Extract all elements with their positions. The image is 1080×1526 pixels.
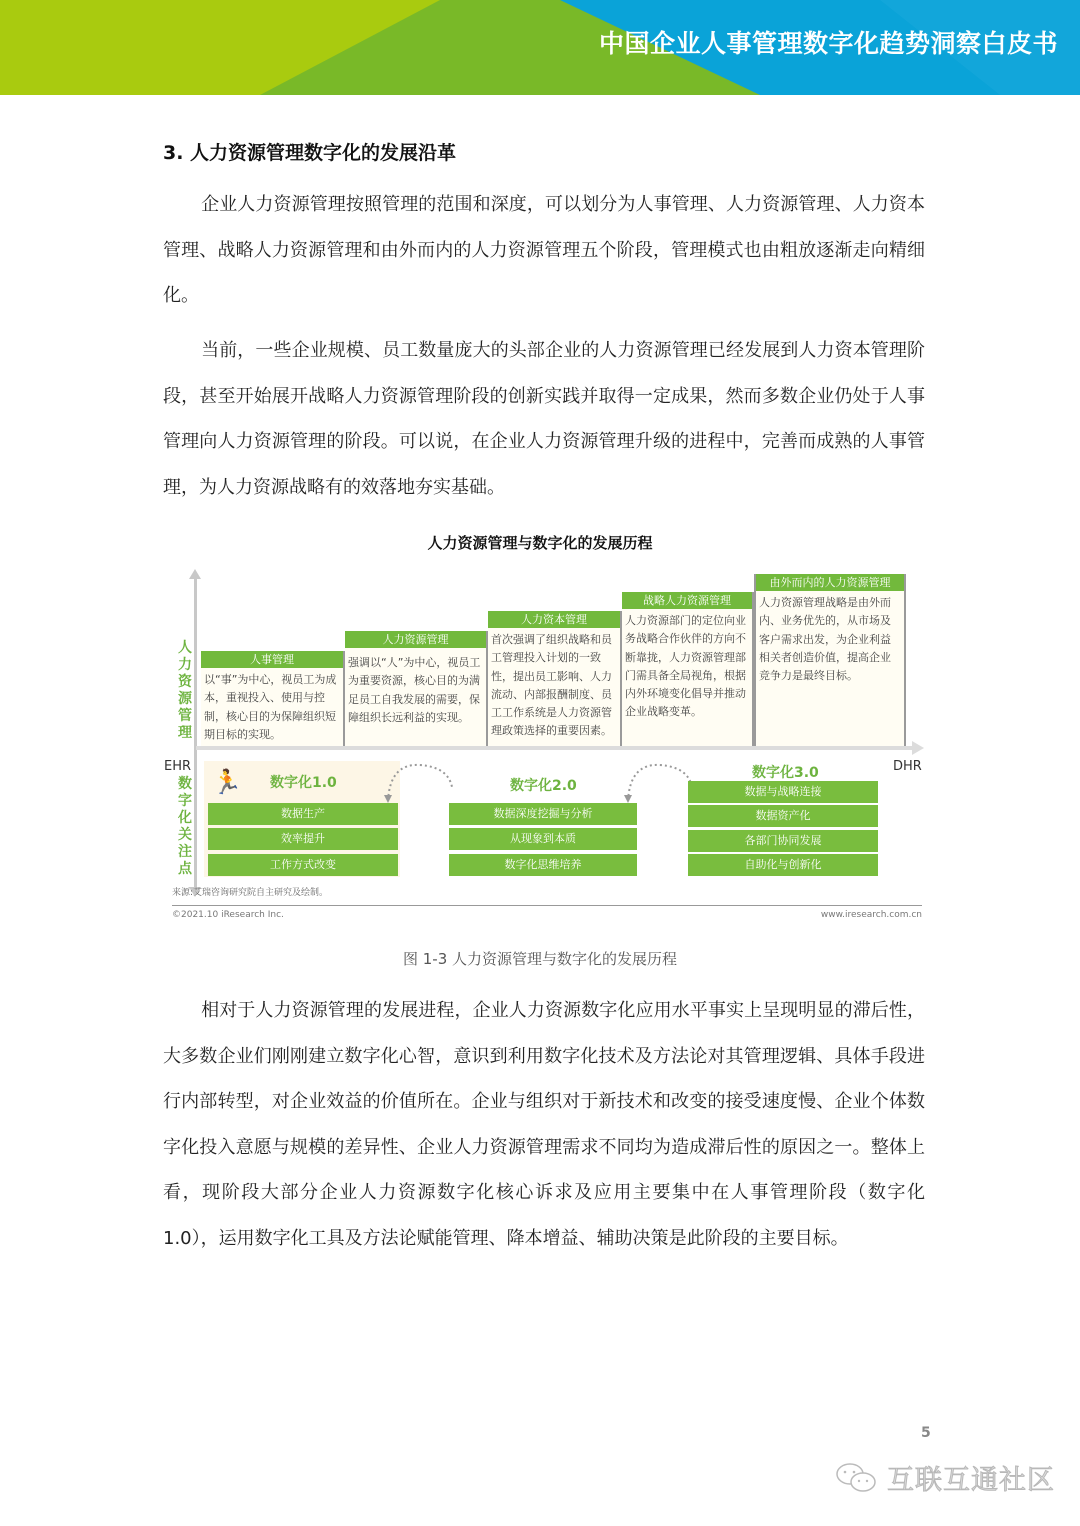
paragraph-1-text: 企业人力资源管理按照管理的范围和深度，可以划分为人事管理、人力资源管理、人力资本管理、战略人力资源管理和由外而内的人力资源管理五个阶段，管理模式也由粗放逐渐走向精细化。	[163, 194, 925, 306]
running-person-icon: 🏃	[212, 768, 242, 796]
paragraph-1	[163, 182, 925, 319]
dotted-arc-arrow-icon	[380, 761, 460, 803]
stage-outside-in-hr-management	[754, 574, 906, 746]
stage-personnel-management	[201, 651, 345, 746]
x-axis-end-label: DHR	[893, 759, 922, 774]
digital-1-title: 数字化1.0	[270, 775, 337, 791]
stage-description: 人力资源部门的定位向业务战略合作伙伴的方向不断靠拢，人力资源管理部门需具备全局视角，根据内外环境变化倡导并推动企业战略变革。	[625, 614, 746, 719]
digital-1-item: 数据生产	[208, 803, 398, 825]
watermark	[835, 1458, 1055, 1497]
hr-digitalization-diagram	[160, 565, 930, 925]
stage-title: 战略人力资源管理	[622, 592, 752, 609]
digital-2-item: 数据深度挖掘与分析	[449, 803, 637, 825]
stage-hr-management	[345, 631, 488, 746]
stage-strategic-hr-management	[622, 592, 754, 746]
header-banner	[0, 0, 1080, 95]
page-number: 5	[921, 1425, 931, 1441]
figure-copyright: ©2021.10 iResearch Inc.	[172, 910, 284, 920]
figure-website: www.iresearch.com.cn	[820, 910, 922, 920]
digital-2-item: 数字化思维培养	[449, 854, 637, 876]
document-title: 中国企业人事管理数字化趋势洞察白皮书	[598, 29, 1058, 58]
digital-1-item: 工作方式改变	[208, 854, 398, 876]
stage-description: 以“事”为中心，视员工为成本，重视投入、使用与控制，核心目的为保障组织短期目标的实现。	[204, 673, 337, 741]
vertical-axis	[194, 577, 197, 889]
stage-title: 人事管理	[201, 651, 343, 668]
figure-divider	[172, 905, 922, 906]
stage-description: 强调以“人”为中心，视员工为重要资源，核心目的为满足员工自我发展的需要，保障组织长远利益的实现。	[348, 656, 481, 724]
digital-3-title: 数字化3.0	[752, 765, 819, 781]
horizontal-axis	[196, 746, 916, 750]
arrow-right-icon	[912, 741, 924, 755]
digital-3-item: 数据与战略连接	[688, 781, 878, 803]
figure-title: 人力资源管理与数字化的发展历程	[427, 534, 653, 552]
watermark-text: 互联互通社区	[887, 1465, 1055, 1496]
digital-2-item: 从现象到本质	[449, 828, 637, 850]
digital-3-item: 自助化与创新化	[688, 854, 878, 876]
x-axis-start-label: EHR	[164, 759, 192, 774]
stage-title: 人力资源管理	[345, 631, 486, 648]
digital-2-title: 数字化2.0	[510, 778, 577, 794]
digital-3-item: 数据资产化	[688, 805, 878, 827]
stage-human-capital-management	[488, 611, 622, 746]
digital-3-item: 各部门协同发展	[688, 830, 878, 852]
digital-1-item: 效率提升	[208, 828, 398, 850]
section-heading: 3. 人力资源管理数字化的发展沿革	[163, 142, 457, 164]
figure-caption: 图 1-3 人力资源管理与数字化的发展历程	[402, 950, 678, 968]
stage-description: 人力资源管理战略是由外而内、业务优先的，从市场及客户需求出发，为企业利益相关者创造价值，提高企业竞争力是最终目标。	[759, 596, 891, 683]
paragraph-2	[163, 328, 925, 510]
stage-description: 首次强调了组织战略和员工管理投入计划的一致性，提出员工影响、人力流动、内部报酬制度、员工工作系统是人力资源管理政策选择的重要因素。	[491, 633, 612, 738]
stage-title: 人力资本管理	[488, 611, 620, 628]
paragraph-3	[163, 988, 925, 1261]
stage-title: 由外而内的人力资源管理	[756, 574, 904, 591]
y-axis-label-digital: 数字化关注点	[178, 776, 192, 877]
y-axis-label-hr: 人力资源管理	[178, 640, 192, 741]
figure-source: 来源:艾瑞咨询研究院自主研究及绘制。	[172, 888, 329, 898]
wechat-icon	[835, 1461, 879, 1495]
arrow-up-icon	[189, 569, 201, 579]
paragraph-2-text: 当前，一些企业规模、员工数量庞大的头部企业的人力资源管理已经发展到人力资本管理阶段，甚至开始展开战略人力资源管理阶段的创新实践并取得一定成果，然而多数企业仍处于人事管理向人力资源管理的阶段。可以说，在企业人力资源管理升级的进程中，完善而成熟的人事管理，为人力资源战略有的效落地夯实基础。	[163, 340, 925, 498]
paragraph-3-text: 相对于人力资源管理的发展进程，企业人力资源数字化应用水平事实上呈现明显的滞后性，大多数企业们刚刚建立数字化心智，意识到利用数字化技术及方法论对其管理逻辑、具体手段进行内部转型，对企业效益的价值所在。企业与组织对于新技术和改变的接受速度慢、企业个体数字化投入意愿与规模的差异性、企业人力资源管理需求不同均为造成滞后性的原因之一。整体上看，现阶段大部分企业人力资源数字化核心诉求及应用主要集中在人事管理阶段（数字化 1.0），运用数字化工具及方法论赋能管理、降本增益、辅助决策是此阶段的主要目标。	[163, 1000, 925, 1249]
